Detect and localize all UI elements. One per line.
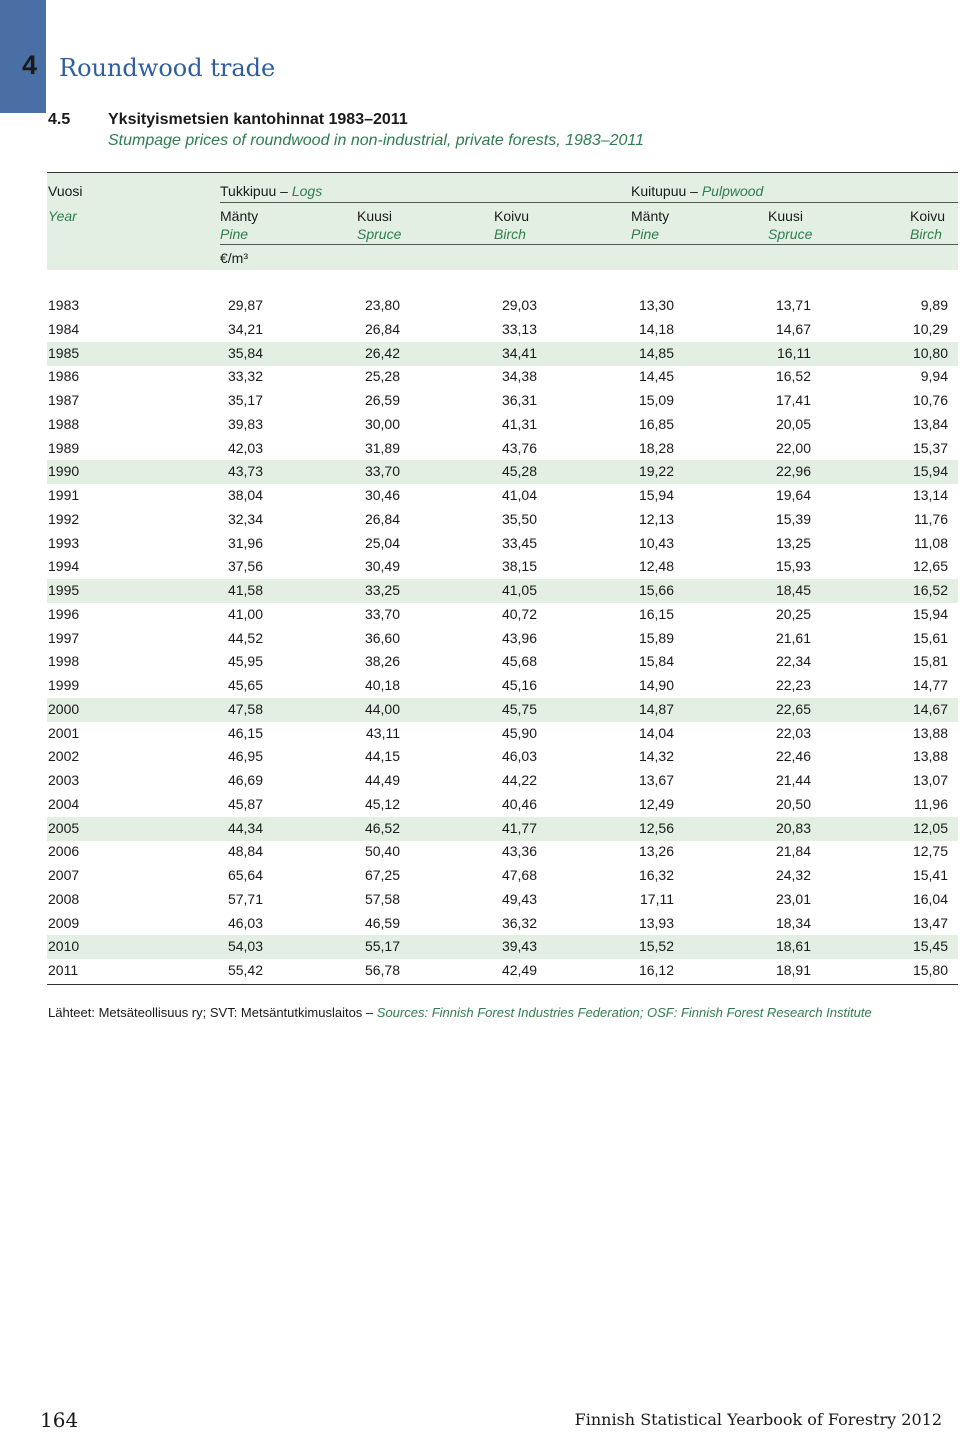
price-cell: 19,64 [775,487,811,503]
table-row [47,437,958,461]
price-cell: 15,41 [912,867,948,883]
pulp-header-fi: Kuitupuu – [631,183,698,199]
price-cell: 43,73 [227,463,263,480]
price-cell: 22,23 [775,677,811,693]
price-cell: 33,32 [227,368,263,385]
price-cell: 16,85 [638,415,674,432]
price-cell: 16,04 [912,890,948,907]
price-cell: 22,96 [775,463,811,480]
price-cell: 11,08 [914,534,948,551]
price-cell: 46,03 [227,914,263,931]
year-cell: 1983 [48,297,80,313]
price-cell: 22,65 [775,700,811,717]
price-cell: 46,15 [227,724,263,741]
year-cell: 1987 [48,392,80,408]
table-row [47,579,958,603]
year-cell: 1988 [48,415,80,432]
price-cell: 41,58 [227,582,263,598]
price-cell: 34,38 [501,368,537,385]
species-header-en: Spruce [357,226,402,242]
table-row [47,532,958,556]
price-cell: 15,84 [638,653,674,670]
price-cell: 45,16 [501,677,537,693]
price-cell: 45,65 [227,677,263,693]
price-cell: 14,67 [912,700,948,717]
price-cell: 14,04 [638,724,674,741]
price-cell: 13,47 [912,914,948,931]
price-cell: 20,25 [775,605,811,622]
table-row [47,342,958,366]
price-cell: 19,22 [638,463,674,480]
year-cell: 1993 [48,534,80,551]
price-cell: 36,60 [364,629,400,646]
price-cell: 57,71 [227,890,263,907]
section-subtitle: Stumpage prices of roundwood in non-industrial, private forests, 1983–2011 [108,132,645,149]
price-cell: 15,94 [912,605,948,622]
price-cell: 44,52 [227,629,263,646]
price-cell: 15,80 [912,962,948,978]
price-cell: 67,25 [364,867,400,883]
price-cell: 44,00 [364,700,400,717]
price-cell: 20,05 [775,415,811,432]
price-cell: 45,68 [501,653,537,670]
price-cell: 15,81 [912,653,948,670]
price-cell: 14,77 [912,677,948,693]
price-cell: 32,34 [227,510,263,527]
price-cell: 16,52 [775,368,811,385]
price-cell: 15,89 [638,629,674,646]
price-cell: 43,36 [501,843,537,860]
year-cell: 2004 [48,795,80,812]
price-cell: 12,05 [912,819,948,836]
price-cell: 13,30 [638,297,674,313]
year-cell: 1991 [48,487,80,503]
species-header-fi: Mänty [631,208,670,224]
price-cell: 18,45 [775,582,811,598]
price-cell: 13,93 [638,914,674,931]
price-cell: 20,83 [775,819,811,836]
species-header-fi: Koivu [494,208,530,224]
table-row [47,555,958,579]
price-cell: 33,25 [364,582,400,598]
logs-group-header [220,183,322,199]
price-cell: 12,56 [638,819,674,836]
species-header-en: Spruce [768,226,813,242]
price-cell: 18,91 [775,962,811,978]
table-row [47,508,958,532]
price-cell: 26,84 [364,320,400,337]
species-header-en: Pine [220,226,249,242]
price-cell: 12,13 [638,510,674,527]
price-cell: 14,87 [638,700,674,717]
species-header-fi: Mänty [220,208,259,224]
year-cell: 2011 [48,962,79,978]
price-cell: 14,18 [638,320,674,337]
table-row [47,888,958,912]
price-cell: 57,58 [364,890,400,907]
price-cell: 33,45 [501,534,537,551]
price-cell: 22,03 [775,724,811,741]
table-top-rule [47,172,958,173]
price-cell: 18,28 [638,439,674,456]
price-cell: 45,90 [501,724,537,741]
price-cell: 40,18 [364,677,400,693]
year-cell: 1990 [48,463,80,480]
price-cell: 37,56 [227,558,263,575]
table-row [47,389,958,413]
price-cell: 33,70 [364,605,400,622]
price-cell: 18,34 [775,914,811,931]
pulp-header-en: Pulpwood [701,183,764,199]
price-cell: 30,49 [364,558,400,575]
price-cell: 16,11 [777,344,811,361]
price-cell: 36,31 [501,392,537,408]
year-cell: 2010 [48,938,80,955]
price-cell: 46,59 [364,914,400,931]
year-header-en: Year [48,208,77,224]
chapter-title: Roundwood trade [59,54,276,82]
price-cell: 16,12 [638,962,674,978]
chapter-number: 4 [22,50,38,80]
table-row [47,627,958,651]
logs-header-fi: Tukkipuu – [220,183,288,199]
table-row [47,650,958,674]
price-cell: 44,49 [364,772,400,788]
price-cell: 45,12 [364,795,400,812]
table-row [47,935,958,959]
pulpwood-group-header [631,183,763,199]
price-cell: 56,78 [364,962,400,978]
price-cell: 14,32 [638,748,674,765]
price-cell: 43,96 [501,629,537,646]
year-cell: 1992 [48,510,80,527]
price-cell: 33,13 [501,320,537,337]
year-cell: 1996 [48,605,80,622]
price-cell: 46,69 [227,772,263,788]
price-cell: 15,94 [912,463,948,480]
price-cell: 13,88 [912,748,948,765]
price-cell: 47,68 [501,867,537,883]
price-cell: 35,84 [227,344,263,361]
price-cell: 43,11 [366,724,400,741]
table-row [47,912,958,936]
price-cell: 10,76 [912,392,948,408]
price-cell: 9,89 [920,297,948,313]
year-cell: 1986 [48,368,80,385]
species-divider-rule [220,244,958,245]
price-cell: 50,40 [364,843,400,860]
price-cell: 12,49 [638,795,674,812]
price-cell: 46,52 [364,819,400,836]
price-cell: 46,03 [501,748,537,765]
table-row [47,318,958,342]
price-cell: 15,61 [912,629,948,646]
table-row [47,793,958,817]
price-cell: 36,32 [501,914,537,931]
price-cell: 22,00 [775,439,811,456]
price-cell: 29,03 [501,297,537,313]
price-cell: 41,00 [227,605,263,622]
year-cell: 1998 [48,653,80,670]
price-cell: 54,03 [227,938,263,955]
price-cell: 26,59 [364,392,400,408]
year-cell: 2003 [48,772,80,788]
logs-header-en: Logs [291,183,323,199]
price-cell: 23,01 [775,890,811,907]
price-cell: 45,87 [227,795,263,812]
price-cell: 13,84 [912,415,948,432]
group-divider-rule [220,202,958,203]
price-cell: 39,83 [227,415,263,432]
price-cell: 47,58 [227,700,263,717]
price-cell: 26,42 [364,344,400,361]
price-cell: 16,15 [638,605,674,622]
price-cell: 10,43 [638,534,674,551]
price-cell: 33,70 [364,463,400,480]
year-cell: 2000 [48,700,80,717]
price-cell: 44,34 [227,819,263,836]
price-cell: 15,93 [775,558,811,575]
species-header-fi: Kuusi [357,208,393,224]
section-title: Yksityismetsien kantohinnat 1983–2011 [108,111,408,128]
species-header-en: Birch [910,226,942,242]
book-title: Finnish Statistical Yearbook of Forestry 2012 [574,1410,942,1429]
year-cell: 2009 [48,914,80,931]
price-cell: 40,46 [501,795,537,812]
price-cell: 15,94 [638,487,674,503]
price-cell: 11,76 [914,510,948,527]
price-cell: 42,49 [501,962,537,978]
price-cell: 38,26 [364,653,400,670]
price-cell: 26,84 [364,510,400,527]
price-cell: 55,42 [227,962,263,978]
price-cell: 13,67 [638,772,674,788]
price-cell: 25,04 [364,534,400,551]
price-cell: 35,50 [501,510,537,527]
section-number: 4.5 [48,111,71,128]
price-cell: 30,46 [364,487,400,503]
price-cell: 15,45 [912,938,948,955]
table-row [47,745,958,769]
price-cell: 49,43 [501,890,537,907]
price-cell: 35,17 [227,392,263,408]
price-cell: 13,14 [912,487,948,503]
year-cell: 1997 [48,629,80,646]
price-cell: 65,64 [227,867,263,883]
table-row [47,840,958,864]
price-cell: 45,75 [501,700,537,717]
price-cell: 12,65 [912,558,948,575]
table-row [47,769,958,793]
price-cell: 10,80 [912,344,948,361]
table-row [47,413,958,437]
price-cell: 31,89 [364,439,400,456]
price-cell: 10,29 [912,320,948,337]
table-row [47,294,958,318]
price-cell: 41,05 [501,582,537,598]
year-cell: 2007 [48,867,80,883]
page-number: 164 [40,1408,79,1432]
price-cell: 40,72 [501,605,537,622]
table-row [47,817,958,841]
price-cell: 15,39 [775,510,811,527]
price-cell: 38,04 [227,487,263,503]
price-cell: 41,77 [501,819,537,836]
year-cell: 2008 [48,890,80,907]
price-cell: 30,00 [364,415,400,432]
species-header-fi: Koivu [910,208,946,224]
price-cell: 15,37 [912,439,948,456]
table-bottom-rule [47,984,958,985]
species-header-fi: Kuusi [768,208,804,224]
source-note [48,1005,872,1020]
price-cell: 16,52 [912,582,948,598]
species-header-en: Birch [494,226,526,242]
year-header-fi: Vuosi [48,183,83,199]
price-cell: 21,44 [775,772,811,788]
year-cell: 2005 [48,819,80,836]
price-cell: 21,84 [775,843,811,860]
price-cell: 11,96 [914,795,948,812]
year-cell: 1994 [48,558,80,575]
table-row [47,674,958,698]
price-cell: 45,28 [501,463,537,480]
price-cell: 13,26 [638,843,674,860]
price-cell: 48,84 [227,843,263,860]
price-cell: 12,75 [912,843,948,860]
price-cell: 23,80 [364,297,400,313]
price-cell: 31,96 [227,534,263,551]
price-cell: 46,95 [227,748,263,765]
table-row [47,722,958,746]
source-fi: Lähteet: Metsäteollisuus ry; SVT: Metsäntutkimuslaitos – [48,1005,374,1020]
source-en: Sources: Finnish Forest Industries Federation; OSF: Finnish Forest Research Institute [376,1005,872,1020]
price-cell: 9,94 [920,368,948,385]
price-cell: 12,48 [638,558,674,575]
price-cell: 44,22 [501,772,537,788]
price-cell: 15,52 [638,938,674,955]
year-cell: 1985 [48,344,80,361]
price-cell: 14,90 [638,677,674,693]
price-cell: 55,17 [364,938,400,955]
price-cell: 22,34 [775,653,811,670]
price-cell: 15,09 [638,392,674,408]
price-cell: 14,67 [775,320,811,337]
year-cell: 2002 [48,748,80,765]
price-cell: 22,46 [775,748,811,765]
price-cell: 45,95 [227,653,263,670]
year-cell: 1989 [48,439,80,456]
price-cell: 13,07 [912,772,948,788]
year-cell: 2001 [48,724,80,741]
price-cell: 34,21 [227,320,263,337]
price-cell: 25,28 [364,368,400,385]
price-cell: 14,85 [638,344,674,361]
price-cell: 14,45 [638,368,674,385]
table-row [47,460,958,484]
price-cell: 13,71 [775,297,811,313]
year-cell: 1999 [48,677,80,693]
price-cell: 24,32 [775,867,811,883]
price-cell: 41,04 [501,487,537,503]
price-cell: 29,87 [227,297,263,313]
price-cell: 13,25 [775,534,811,551]
year-cell: 2006 [48,843,80,860]
price-cell: 44,15 [364,748,400,765]
price-cell: 15,66 [638,582,674,598]
price-cell: 39,43 [501,938,537,955]
price-cell: 20,50 [775,795,811,812]
price-cell: 34,41 [501,344,537,361]
table-row [47,959,958,983]
unit-label: €/m³ [220,250,248,266]
price-cell: 17,11 [640,890,674,907]
species-header-en: Pine [631,226,660,242]
price-cell: 21,61 [775,629,811,646]
price-cell: 13,88 [912,724,948,741]
year-cell: 1984 [48,320,80,337]
price-cell: 16,32 [638,867,674,883]
table-row [47,484,958,508]
table-row [47,365,958,389]
table-row [47,698,958,722]
year-cell: 1995 [48,582,80,598]
price-cell: 17,41 [775,392,811,408]
price-cell: 18,61 [775,938,811,955]
table-row [47,603,958,627]
price-cell: 42,03 [227,439,263,456]
table-row [47,864,958,888]
price-cell: 43,76 [501,439,537,456]
price-cell: 41,31 [501,415,537,432]
price-cell: 38,15 [501,558,537,575]
